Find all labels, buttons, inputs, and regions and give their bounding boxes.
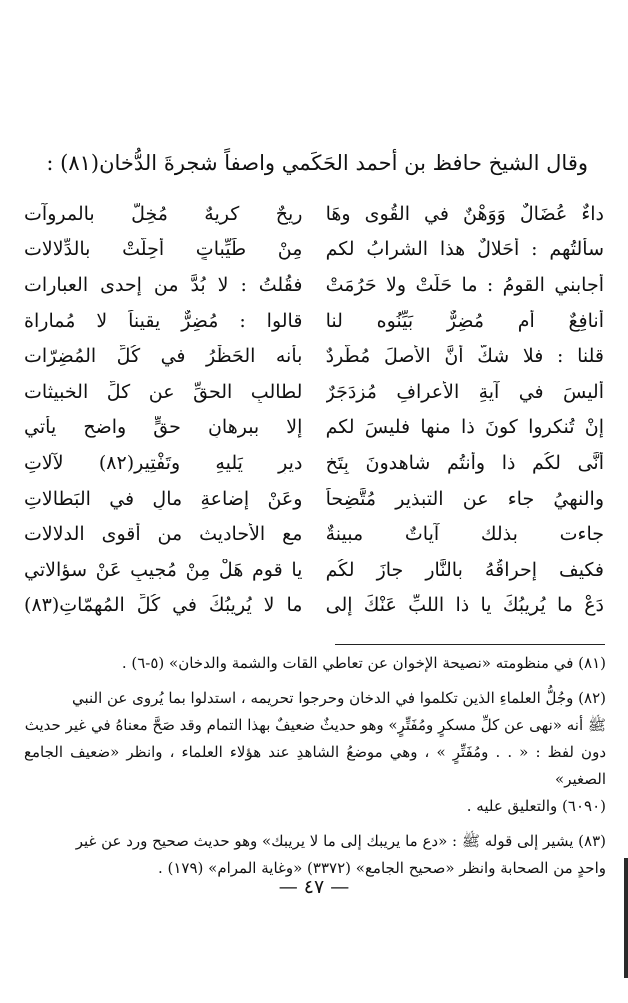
poem-verse: [24, 588, 604, 624]
verse-left-hemistich: يا قومِ هَلْ مِنْ مُجيبٍ عَنْ سؤالاتي: [24, 558, 303, 581]
verse-left-hemistich: ديرٍ يَليهِ وتَفْتِيرٍ(٨٢) لآلاتِ: [24, 451, 303, 474]
footnote-82: [24, 685, 606, 820]
verse-left-hemistich: مِنْ طَيِّباتٍ أُحِلَّتْ بالدِّلالات: [24, 238, 303, 261]
footnote-81: [24, 650, 606, 677]
poem: [24, 196, 604, 623]
verse-left-hemistich: وعَنْ إضاعةِ مالٍ في البَطالاتِ: [24, 487, 303, 510]
footnote-line: (٨٣) يشير إلى قوله ﷺ : «دع ما يريبك إلى ما لا يريبك» وهو حديث صحيح ورد عن غير: [75, 832, 606, 850]
verse-right-hemistich: فكيف إحراقُهُ بالنَّارِ جازَ لكُم: [325, 558, 604, 581]
verse-left-hemistich: ريحٌ كريهٌ مُخِلٌّ بالمروآت: [24, 202, 303, 225]
verse-right-hemistich: أليسَ في آيةِ الأعرافِ مُزدَجَرٌ: [325, 380, 604, 403]
footnotes: [24, 650, 606, 890]
footnote-line: ﷺ أنه «نهى عن كلِّ مسكرٍ ومُفَتِّرٍ» وهو حديثٌ ضعيفٌ بهذا التمام وقد صَحَّ معناهُ في غير حديث: [24, 716, 606, 734]
poem-verse: [24, 196, 604, 232]
page-number: — ٤٧ —: [278, 876, 350, 898]
verse-left-hemistich: مع الأحاديث من أقوى الدلالات: [24, 523, 303, 546]
footnote-line: (٨٢) وجُلُّ العلماءِ الذين تكلموا في الدخان وحرجوا تحريمه ، استدلوا بما يُروى عن النبي: [71, 689, 606, 707]
verse-right-hemistich: داءٌ عُضَالٌ وَوَهْنٌ في القُوى وهَا: [325, 202, 604, 225]
verse-left-hemistich: ما لا يُريبُكَ في كُلِّ المُهِمّاتِ(٨٣): [24, 594, 303, 617]
poem-verse: [24, 374, 604, 410]
verse-right-hemistich: قلنا : فلا شكَّ أنَّ الأصلَ مُطَّرِدٌ: [325, 345, 604, 368]
poem-verse: [24, 481, 604, 517]
poem-verse: [24, 232, 604, 268]
verse-left-hemistich: بأنه الحَظْرُ في كُلِّ المُضِرّات: [24, 345, 303, 368]
verse-right-hemistich: أنَّى لكُم ذا وأنتُم شاهدونَ بِتَخٍ: [325, 451, 604, 474]
poem-verse: [24, 445, 604, 481]
footnote-separator: [335, 644, 605, 645]
footnote-line: (٨١) في منظومته «نصيحة الإخوان عن تعاطي القات والشمة والدخان» (٥-٦) .: [121, 654, 606, 672]
poem-verse: [24, 516, 604, 552]
footnote-line: واحدٍ من الصحابة وانظر «صحيح الجامع» (٣٣٧٢) «وغاية المرام» (١٧٩) .: [157, 859, 606, 877]
footnote-line: (٦٠٩٠) والتعليق عليه .: [466, 797, 606, 815]
verse-right-hemistich: أنافِعٌ أم مُضِرٌّ بَيِّنُوه لنا: [325, 309, 604, 332]
section-heading: وقال الشيخ حافظ بن أحمد الحَكَمي واصفاً شجرةَ الدُّخان(٨١) :: [46, 151, 588, 175]
verse-left-hemistich: إلا ببرهانِ حقٍّ واضحٍ يأتي: [24, 416, 303, 439]
verse-right-hemistich: جاءت بذلك آياتٌ مبينةٌ: [325, 523, 604, 546]
verse-left-hemistich: قالوا : مُضِرٌّ يقيناً لا مُماراة: [24, 309, 303, 332]
page-edge-mark: [624, 858, 628, 978]
verse-right-hemistich: إنْ تُنكروا كونَ ذا منها فليسَ لكم: [325, 416, 604, 439]
footnote-line: دون لفظ : « . . ومُفَتِّرٍ » ، وهي موضعُ الشاهدِ عند هؤلاء العلماء ، وانظر «ضعيف الجامع الصغير»: [24, 743, 606, 788]
footnote-83: [24, 828, 606, 882]
verse-right-hemistich: دَعْ ما يُريبُكَ يا ذا اللبِّ عَنْكَ إلى: [325, 594, 604, 617]
poem-verse: [24, 410, 604, 446]
poem-verse: [24, 338, 604, 374]
poem-verse: [24, 267, 604, 303]
verse-left-hemistich: فقُلتُ : لا بُدَّ من إحدى العبارات: [24, 273, 303, 296]
poem-verse: [24, 303, 604, 339]
poem-verse: [24, 552, 604, 588]
verse-left-hemistich: لطالبِ الحقِّ عن كلِّ الخبيثات: [24, 380, 303, 403]
verse-right-hemistich: والنهيُ جاء عن التبذيرِ مُتَّضِحاً: [325, 487, 604, 510]
verse-right-hemistich: أجابني القومُ : ما حَلَّتْ ولا حَرُمَتْ: [325, 273, 604, 296]
verse-right-hemistich: سألتُهم : أحَلالٌ هذا الشرابُ لكم: [325, 238, 604, 261]
